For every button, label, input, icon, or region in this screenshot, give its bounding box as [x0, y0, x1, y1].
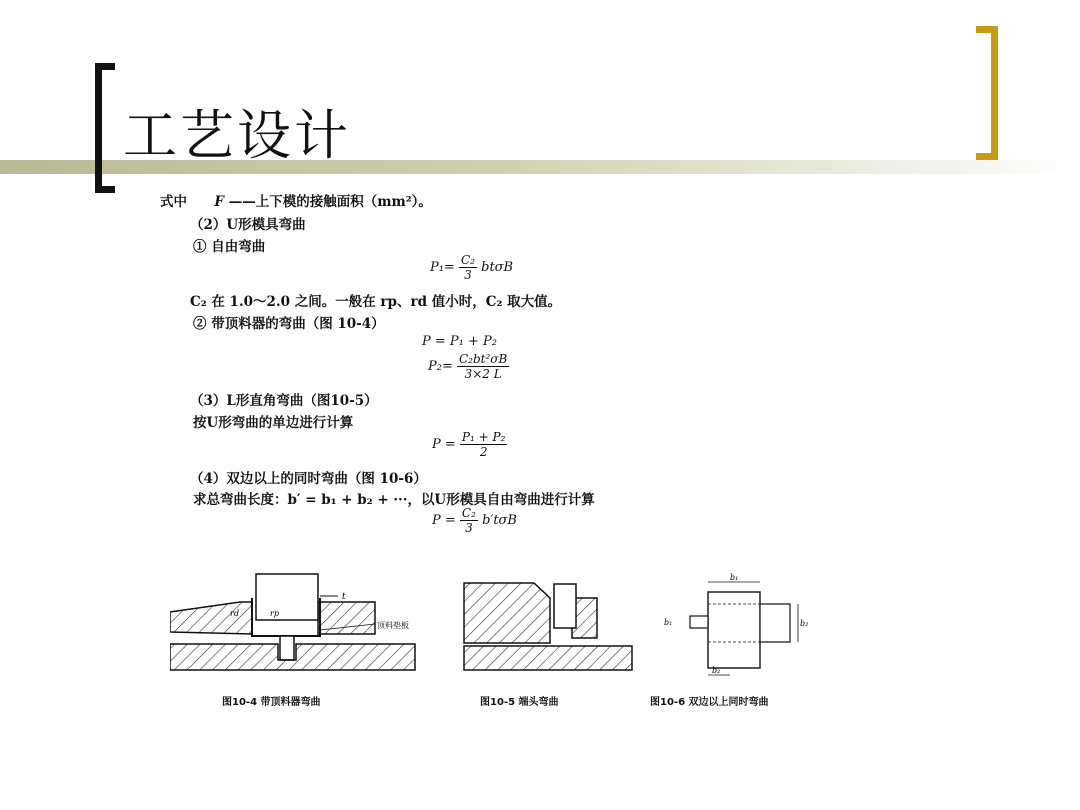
variable-f: F [214, 194, 224, 210]
numerator: C₂bt²σB [459, 352, 508, 366]
slide-title: 工艺设计 [123, 104, 351, 167]
label-b1-top: b₁ [730, 573, 739, 582]
formula-rest: b′tσB [482, 513, 517, 528]
document-page [160, 180, 860, 720]
text-prefix: 式中 [160, 194, 187, 210]
label-ejector-plate: 顶料垫板 [377, 621, 409, 630]
formula-3 [428, 352, 509, 381]
fraction [457, 352, 509, 381]
figure-10-6-diagram [660, 572, 810, 682]
lower-die-base [464, 646, 632, 670]
upper-die-left [170, 602, 252, 634]
left-tab [690, 616, 708, 628]
text-content: ——上下模的接触面积（mm²）。 [228, 194, 432, 210]
denominator: 3 [465, 521, 473, 535]
figure-10-4-diagram [170, 572, 430, 680]
figure-10-4-caption: 图10-4 带顶料器弯曲 [222, 697, 321, 708]
text-line-8: （4）双边以上的同时弯曲（图 10-6） [190, 471, 427, 487]
formula-1 [430, 253, 513, 282]
denominator: 2 [479, 445, 488, 459]
die-block-left [464, 583, 550, 643]
label-t: t [342, 592, 346, 602]
right-bracket-decoration [976, 26, 998, 160]
formula-rest: btσB [481, 260, 514, 275]
text-line-7: 按U形弯曲的单边进行计算 [193, 415, 354, 431]
formula-lhs: P₁= [430, 260, 455, 275]
text-line-9: 求总弯曲长度：b′ = b₁ + b₂ + ···，以U形模具自由弯曲进行计算 [193, 492, 595, 508]
formula-5 [432, 506, 517, 535]
formula-lhs: P₂= [428, 359, 453, 374]
numerator: C₂ [461, 506, 476, 520]
label-rd: rd [230, 609, 239, 618]
label-rp: rp [270, 609, 279, 618]
formula-4 [432, 430, 507, 459]
label-b2-bottom: b₂ [712, 666, 721, 675]
text-line-5: ② 带顶料器的弯曲（图 10-4） [193, 316, 385, 332]
label-b2-right: b₂ [800, 619, 809, 628]
left-bracket-decoration [95, 63, 115, 193]
denominator: 3 [464, 268, 472, 282]
text-line-2: （2）U形模具弯曲 [190, 217, 306, 233]
numerator: P₁ + P₂ [461, 430, 506, 444]
formula-2: P = P₁ + P₂ [422, 334, 497, 349]
figure-10-5-diagram [462, 578, 637, 673]
text-line-4: C₂ 在 1.0～2.0 之间。一般在 rp、rd 值小时，C₂ 取大值。 [190, 294, 562, 310]
right-flange [760, 604, 790, 642]
fraction [460, 430, 507, 459]
punch-block [554, 584, 576, 628]
text-line-3: ① 自由弯曲 [193, 239, 266, 255]
center-panel [708, 592, 760, 668]
numerator: C₂ [461, 253, 475, 267]
formula-lhs: P = [432, 513, 456, 528]
punch [256, 574, 318, 620]
fraction [460, 506, 478, 535]
denominator: 3×2 L [464, 367, 502, 381]
figure-10-6-caption: 图10-6 双边以上同时弯曲 [650, 697, 769, 708]
text-line-1 [160, 190, 432, 210]
formula-lhs: P = [432, 437, 456, 452]
ejector-pin [280, 636, 294, 660]
fraction [459, 253, 477, 282]
figure-10-5-caption: 图10-5 端头弯曲 [480, 697, 559, 708]
label-b1-left: b₁ [664, 618, 673, 627]
text-line-6: （3）L形直角弯曲（图10-5） [190, 393, 378, 409]
